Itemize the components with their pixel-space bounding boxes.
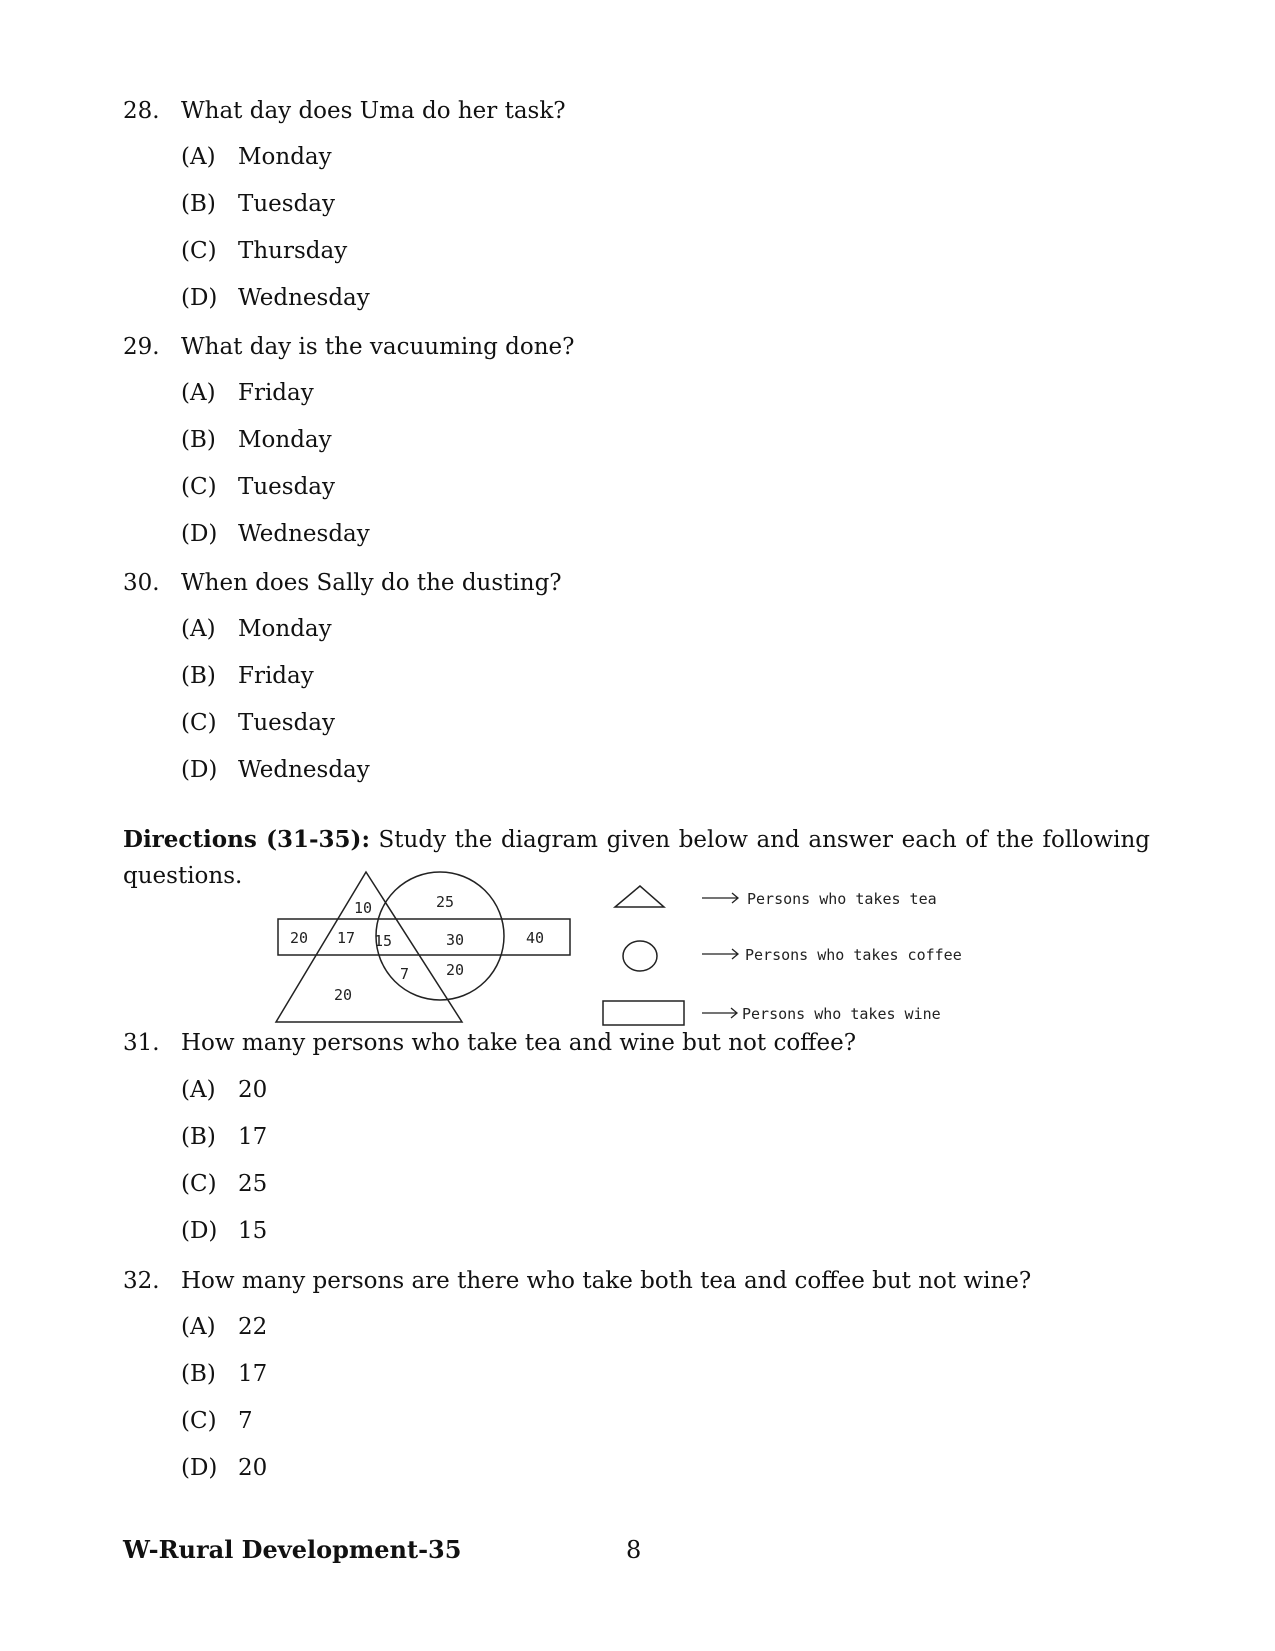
- option-32-a: (A) 22: [181, 1314, 268, 1340]
- question-number: 29.: [123, 334, 160, 360]
- option-29-c: (C) Tuesday: [181, 474, 335, 500]
- legend-coffee-label: Persons who takes coffee: [745, 946, 962, 964]
- region-coffee-only-bottom: 20: [446, 961, 465, 979]
- option-29-d: (D) Wednesday: [181, 521, 370, 547]
- question-29: [123, 332, 574, 362]
- legend-wine-label: Persons who takes wine: [742, 1005, 941, 1023]
- legend-triangle-icon: [615, 886, 664, 907]
- region-wine-only-right: 40: [526, 929, 545, 947]
- option-32-c: (C) 7: [181, 1408, 253, 1434]
- directions-text: Study the diagram given below and answer each of the following questions.: [123, 827, 1150, 889]
- question-number: 32.: [123, 1268, 160, 1294]
- question-text: How many persons who take tea and wine but not coffee?: [181, 1030, 857, 1056]
- region-tea-only: 20: [334, 986, 353, 1004]
- question-text: What day does Uma do her task?: [181, 98, 566, 124]
- legend-circle-icon: [623, 941, 657, 971]
- option-32-d: (D) 20: [181, 1455, 268, 1481]
- paper-code: W-Rural Development-35: [123, 1535, 462, 1564]
- region-coffee-wine: 30: [446, 931, 465, 949]
- option-29-a: (A) Friday: [181, 380, 314, 406]
- question-28: [123, 96, 566, 126]
- legend-tea-label: Persons who takes tea: [747, 890, 937, 908]
- region-wine-only-left: 20: [290, 929, 309, 947]
- option-31-d: (D) 15: [181, 1218, 268, 1244]
- option-30-d: (D) Wednesday: [181, 757, 370, 783]
- question-number: 28.: [123, 98, 160, 124]
- directions-heading: Directions (31-35):: [123, 826, 370, 853]
- coffee-circle: [376, 872, 504, 1000]
- page-number: 8: [626, 1536, 642, 1564]
- option-28-d: (D) Wednesday: [181, 285, 370, 311]
- question-32: [123, 1266, 1031, 1296]
- option-31-b: (B) 17: [181, 1124, 268, 1150]
- option-28-a: (A) Monday: [181, 144, 332, 170]
- question-text: How many persons are there who take both tea and coffee but not wine?: [181, 1268, 1032, 1294]
- option-28-b: (B) Tuesday: [181, 191, 335, 217]
- legend-rectangle-icon: [603, 1001, 684, 1025]
- question-text: What day is the vacuuming done?: [181, 334, 575, 360]
- region-tea-only-top: 10: [354, 899, 373, 917]
- option-31-a: (A) 20: [181, 1077, 268, 1103]
- option-29-b: (B) Monday: [181, 427, 332, 453]
- region-tea-coffee: 7: [400, 965, 410, 983]
- option-32-b: (B) 17: [181, 1361, 268, 1387]
- question-number: 31.: [123, 1030, 160, 1056]
- question-31: [123, 1028, 856, 1058]
- option-31-c: (C) 25: [181, 1171, 268, 1197]
- question-text: When does Sally do the dusting?: [181, 570, 562, 596]
- venn-diagram: [270, 870, 1070, 1034]
- option-28-c: (C) Thursday: [181, 238, 348, 264]
- question-number: 30.: [123, 570, 160, 596]
- option-30-c: (C) Tuesday: [181, 710, 335, 736]
- option-30-a: (A) Monday: [181, 616, 332, 642]
- region-coffee-only: 25: [436, 893, 455, 911]
- option-30-b: (B) Friday: [181, 663, 314, 689]
- question-30: [123, 568, 562, 598]
- region-tea-coffee-wine: 15: [374, 932, 393, 950]
- region-tea-wine: 17: [337, 929, 356, 947]
